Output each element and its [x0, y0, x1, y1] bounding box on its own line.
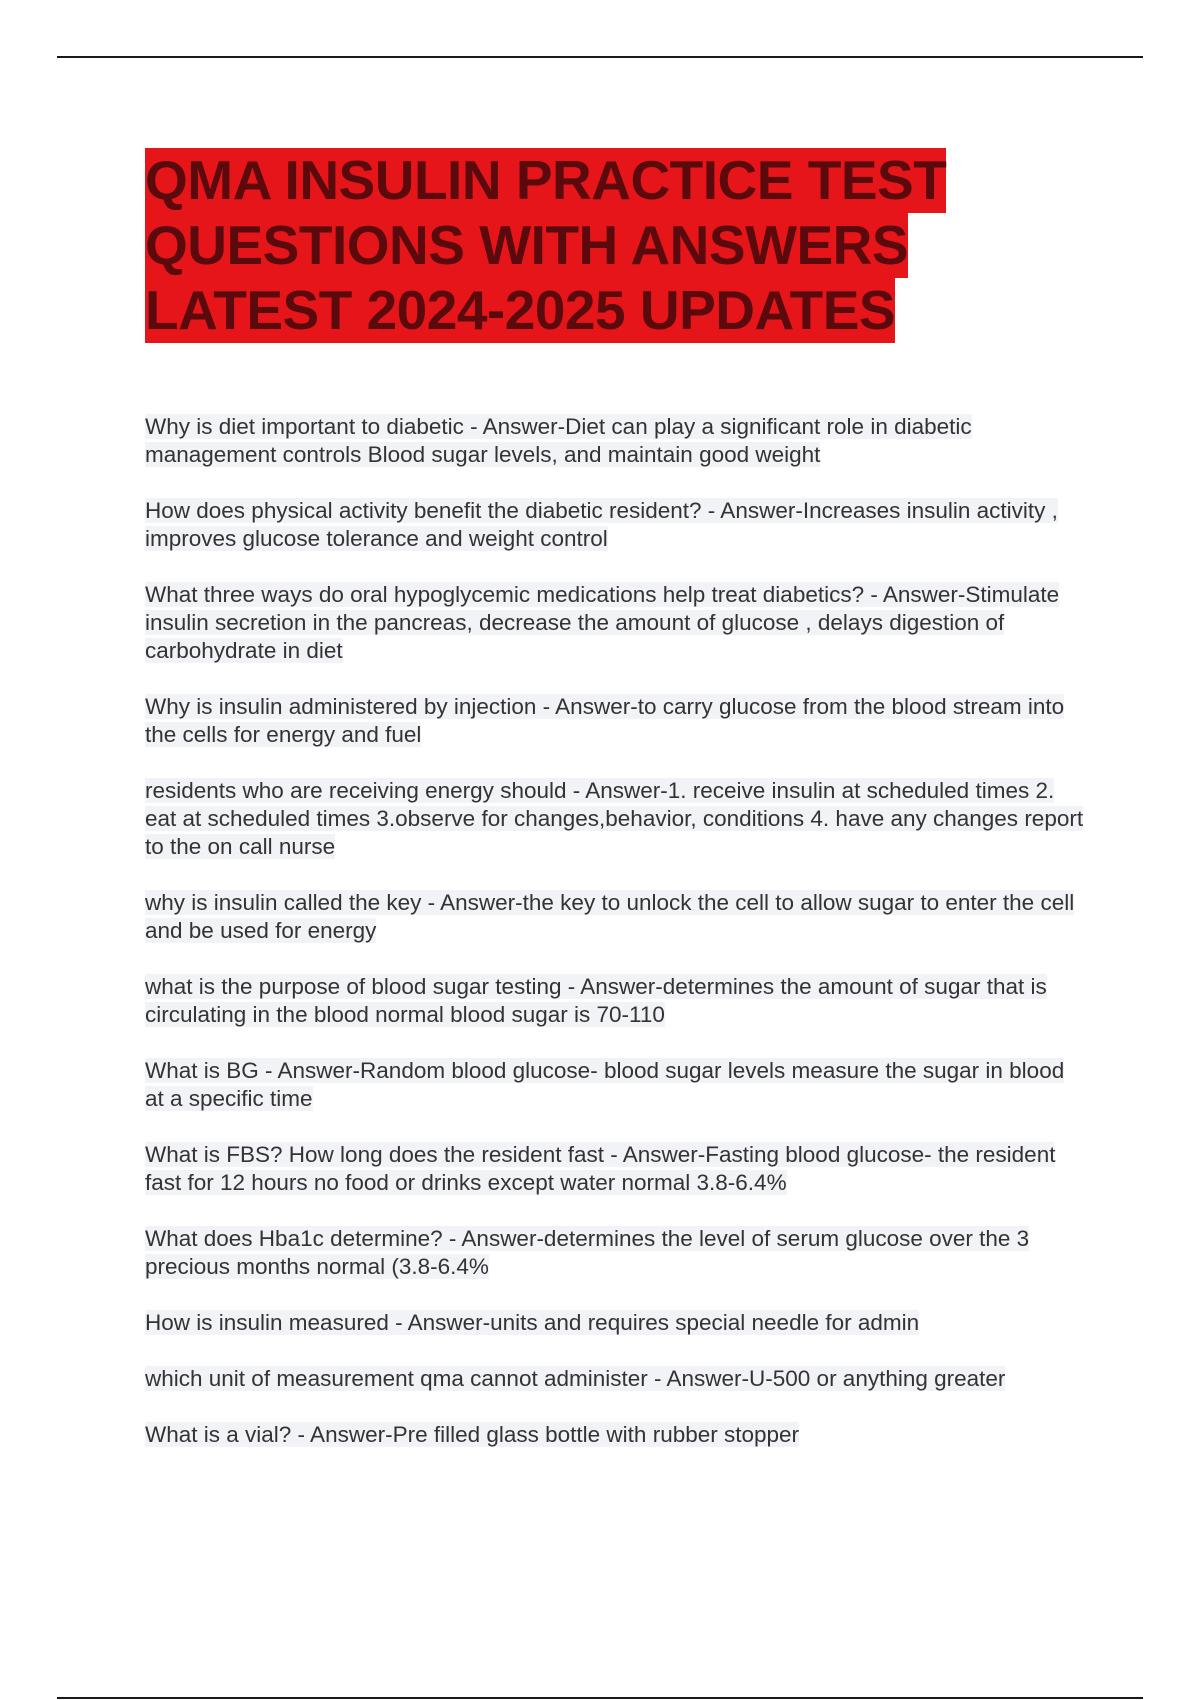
qa-item-12 [145, 1365, 1085, 1393]
qa-item-1 [145, 413, 1085, 469]
qa-item-9 [145, 1141, 1085, 1197]
title-line-1: QMA INSULIN PRACTICE TEST [145, 149, 947, 211]
qa-item-text: Why is insulin administered by injection - Answer-to carry glucose from the blood stream into the cells for energy and fuel [145, 694, 1065, 747]
qa-item-text: What does Hba1c determine? - Answer-determines the level of serum glucose over the 3 precious months normal (3.8-6.4% [145, 1226, 1030, 1279]
qa-item-text: What is FBS? How long does the resident fast - Answer-Fasting blood glucose- the resident fast for 12 hours no food or drinks except water normal 3.8-6.4% [145, 1142, 1056, 1195]
bottom-rule [57, 1697, 1143, 1699]
qa-item-text: What is a vial? - Answer-Pre filled glass bottle with rubber stopper [145, 1422, 800, 1447]
qa-item-4 [145, 693, 1085, 749]
qa-item-text: why is insulin called the key - Answer-the key to unlock the cell to allow sugar to enter the cell and be used for energy [145, 890, 1075, 943]
qa-item-text: what is the purpose of blood sugar testing - Answer-determines the amount of sugar that is circulating in the blood normal blood sugar is 70-110 [145, 974, 1047, 1027]
qa-item-text: What is BG - Answer-Random blood glucose- blood sugar levels measure the sugar in blood at a specific time [145, 1058, 1065, 1111]
qa-list [145, 413, 1085, 1477]
document-title [145, 148, 1045, 343]
qa-item-text: What three ways do oral hypoglycemic medications help treat diabetics? - Answer-Stimulate insulin secretion in the pancreas, decrease the amount of glucose , delays digestion of carbohydrate in diet [145, 582, 1060, 663]
qa-item-text: How does physical activity benefit the diabetic resident? - Answer-Increases insulin activity , improves glucose tolerance and weight control [145, 498, 1058, 551]
title-line-3: LATEST 2024-2025 UPDATES [145, 279, 896, 341]
qa-item-text: How is insulin measured - Answer-units and requires special needle for admin [145, 1310, 920, 1335]
qa-item-10 [145, 1225, 1085, 1281]
top-rule [57, 56, 1143, 58]
qa-item-text: Why is diet important to diabetic - Answer-Diet can play a significant role in diabetic management controls Blood sugar levels, and maintain good weight [145, 414, 972, 467]
title-line-2: QUESTIONS WITH ANSWERS [145, 214, 909, 276]
qa-item-13 [145, 1421, 1085, 1449]
qa-item-11 [145, 1309, 1085, 1337]
qa-item-7 [145, 973, 1085, 1029]
qa-item-5 [145, 777, 1085, 861]
qa-item-3 [145, 581, 1085, 665]
qa-item-text: residents who are receiving energy should - Answer-1. receive insulin at scheduled times 2. eat at scheduled times 3.observe for changes,behavior, conditions 4. have any changes report to the on call nurse [145, 778, 1084, 859]
qa-item-6 [145, 889, 1085, 945]
qa-item-text: which unit of measurement qma cannot administer - Answer-U-500 or anything greater [145, 1366, 1006, 1391]
qa-item-2 [145, 497, 1085, 553]
qa-item-8 [145, 1057, 1085, 1113]
